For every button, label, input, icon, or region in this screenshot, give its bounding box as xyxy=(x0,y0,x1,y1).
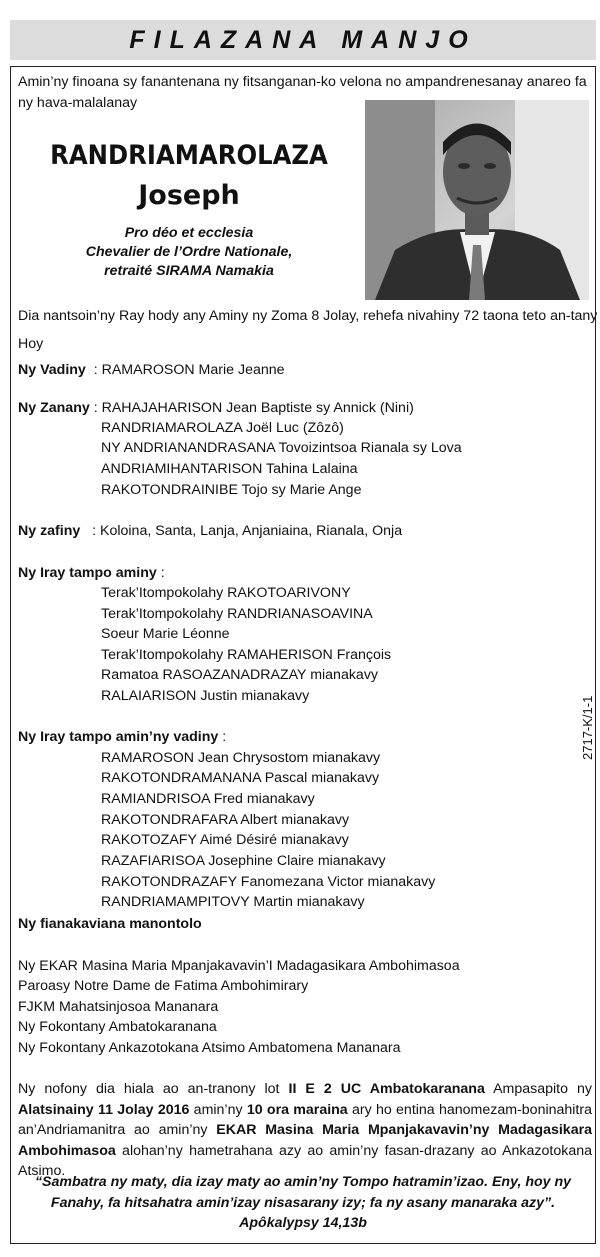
child-item: ANDRIAMIHANTARISON Tahina Lalaina xyxy=(101,461,358,477)
grandchildren-value: : Koloina, Santa, Lanja, Anjaniaina, Rianala, Onja xyxy=(92,523,403,539)
siblings-heading xyxy=(18,563,165,584)
deceased-surname: RANDRIAMAROLAZA xyxy=(50,140,328,171)
sibling-item: Terak’Itompokolahy RAMAHERISON François xyxy=(101,647,392,663)
portrait-photo xyxy=(365,100,589,300)
spouse-sibling-item: RAKOTONDRAFARA Albert mianakavy xyxy=(101,812,350,828)
spouse-row xyxy=(18,360,285,381)
reference-code: 2717-K/1-1 xyxy=(580,695,595,760)
extended-family-label: Ny fianakaviana manontolo xyxy=(18,916,202,932)
funeral-lot: II E 2 UC Ambatokaranana xyxy=(288,1081,485,1097)
spouse-sibling-item: RAMIANDRISOA Fred mianakavy xyxy=(101,791,315,807)
spouse-sibling-item: RAKOTONDRAZAFY Fanomezana Victor mianakavy xyxy=(101,874,436,890)
children-label: Ny Zanany xyxy=(18,400,90,416)
child-item: RANDRIAMAROLAZA Joël Luc (Zôzô) xyxy=(101,420,344,436)
header-banner xyxy=(10,20,596,60)
funeral-church: EKAR Masina Maria Mpanjakavavin’ny Madagasikara Ambohimasoa xyxy=(18,1122,592,1159)
sibling-item: Terak’Itompokolahy RAKOTOARIVONY xyxy=(101,585,351,601)
deceased-titles xyxy=(30,224,348,281)
title-line: Pro déo et ecclesia xyxy=(124,225,254,241)
header-title: FILAZANA MANJO xyxy=(129,25,477,54)
siblings-label: Ny Iray tampo aminy xyxy=(18,565,157,581)
spouse-sibling-item: RAKOTOZAFY Aimé Désiré mianakavy xyxy=(101,832,349,848)
funeral-time: 10 ora maraina xyxy=(246,1101,348,1118)
sibling-item: Terak’Itompokolahy RANDRIANASOAVINA xyxy=(101,606,373,622)
funeral-text: ary ho entina hanomezam-boninahitra an’Andriamanitra ao amin’ny xyxy=(18,1101,592,1138)
spouse-siblings-label: Ny Iray tampo amin’ny vadiny xyxy=(18,729,219,745)
siblings-colon: : xyxy=(156,565,165,581)
organization-item: FJKM Mahatsinjosoa Mananara xyxy=(18,999,219,1015)
funeral-date: Alatsinainy 11 Jolay 2016 xyxy=(18,1101,190,1118)
funeral-details xyxy=(18,1079,592,1182)
sibling-item: Ramatoa RASOAZANADRAZAY mianakavy xyxy=(101,667,379,683)
sibling-item: RALAIARISON Justin mianakavy xyxy=(101,688,310,704)
grandchildren-label: Ny zafiny xyxy=(18,523,81,539)
spouse-value: : RAMAROSON Marie Jeanne xyxy=(93,362,285,378)
organization-item: Ny EKAR Masina Maria Mpanjakavavin’I Madagasikara Ambohimasoa xyxy=(18,958,460,974)
spouse-siblings-heading xyxy=(18,727,226,748)
funeral-text: amin’ny xyxy=(189,1101,247,1118)
organization-item: Paroasy Notre Dame de Fatima Ambohimirary xyxy=(18,978,309,994)
portrait-image xyxy=(365,100,589,300)
deceased-firstname: Joseph xyxy=(138,180,240,211)
child-item: RAKOTONDRAINIBE Tojo sy Marie Ange xyxy=(101,482,362,498)
spouse-sibling-item: RAKOTONDRAMANANA Pascal mianakavy xyxy=(101,770,380,786)
intro-text: Amin’ny finoana sy fanantenana ny fitsanganan-ko velona no ampandrenesanay anareo fa ny hava-malalanay xyxy=(18,74,587,111)
death-notice-line1: Dia nantsoin’ny Ray hody any Aminy ny Zoma 8 Jolay, rehefa nivahiny 72 taona teto an-tany xyxy=(18,308,598,324)
spouse-sibling-item: RANDRIAMAMPITOVY Martin mianakavy xyxy=(101,894,365,910)
funeral-text: Ny nofony dia hiala ao an-tranony lot xyxy=(18,1081,289,1097)
funeral-text: Ampasapito ny xyxy=(484,1081,592,1097)
child-item: NY ANDRIANANDRASANA Tovoizintsoa Rianala sy Lova xyxy=(101,440,462,456)
scripture-quote xyxy=(18,1172,588,1234)
funeral-text: alohan’ny hametrahana azy ao amin’ny fasan-drazany ao Ankazotokana Atsimo. xyxy=(18,1142,592,1179)
sibling-item: Soeur Marie Léonne xyxy=(101,626,230,642)
quote-text: “Sambatra ny maty, dia izay maty ao amin’ny Tompo hatramin’izao. Eny, hoy ny Fanahy, fa hitsahatra amin’izay nisasarany izy; fa ny asany manaraka azy”. xyxy=(34,1174,572,1211)
children-first: : RAHAJAHARISON Jean Baptiste sy Annick (Nini) xyxy=(93,400,414,416)
organization-item: Ny Fokontany Ambatokaranana xyxy=(18,1019,217,1035)
spouse-sibling-item: RAMAROSON Jean Chrysostom mianakavy xyxy=(101,750,381,766)
spouse-sibling-item: RAZAFIARISOA Josephine Claire mianakavy xyxy=(101,853,386,869)
organization-item: Ny Fokontany Ankazotokana Atsimo Ambatomena Mananara xyxy=(18,1040,401,1056)
spouse-siblings-colon: : xyxy=(218,729,227,745)
title-line: Chevalier de l’Ordre Nationale, xyxy=(85,244,293,260)
spouse-label: Ny Vadiny xyxy=(18,362,86,378)
children-row xyxy=(18,398,414,419)
grandchildren-row xyxy=(18,521,402,542)
quote-reference: Apôkalypsy 14,13b xyxy=(239,1215,367,1231)
death-notice-line2: Hoy xyxy=(18,336,44,352)
title-line: retraité SIRAMA Namakia xyxy=(104,263,274,279)
